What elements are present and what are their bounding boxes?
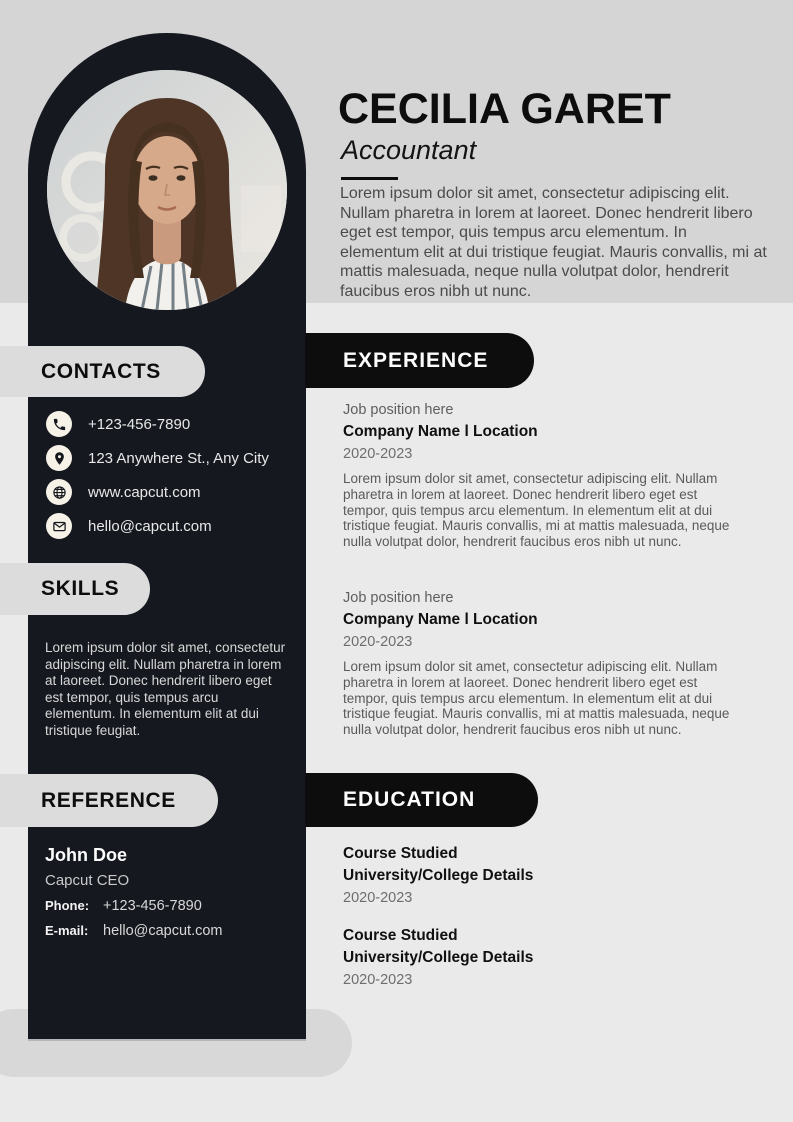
contact-website-value[interactable]: www.capcut.com	[88, 483, 201, 501]
experience-2-position: Job position here	[343, 590, 454, 606]
education-1-course: Course Studied	[343, 845, 458, 862]
reference-position: Capcut CEO	[45, 872, 130, 889]
education-2-dates: 2020-2023	[343, 972, 413, 988]
email-icon	[46, 513, 72, 539]
experience-entry-2	[343, 590, 735, 738]
experience-1-dates: 2020-2023	[343, 446, 413, 462]
reference-email-value: hello@capcut.com	[103, 923, 223, 939]
contact-email-value[interactable]: hello@capcut.com	[88, 517, 212, 535]
education-entry-2	[343, 927, 653, 988]
phone-icon	[46, 411, 72, 437]
experience-2-dates: 2020-2023	[343, 634, 413, 650]
education-1-university: University/College Details	[343, 867, 534, 884]
reference-email-label: E-mail:	[45, 923, 89, 938]
experience-heading-pill	[305, 333, 534, 388]
skills-heading: SKILLS	[41, 577, 120, 600]
reference-email-row	[45, 923, 297, 939]
reference-block	[45, 845, 297, 939]
contact-address-value: 123 Anywhere St., Any City	[88, 449, 269, 467]
education-2-course: Course Studied	[343, 927, 458, 944]
location-icon	[46, 445, 72, 471]
reference-phone-row	[45, 898, 297, 914]
experience-2-description: Lorem ipsum dolor sit amet, consectetur adipiscing elit. Nullam pharetra in lorem at laoreet. Donec hendrerit libero eget est tempor, quis tempus arcu elementum. In elementum elit at dui tristique feugiat. Mauris convallis, mi at mattis malesuada, neque nulla volutpat dolor, hendrerit faucibus eros nibh ut nunc.	[343, 659, 730, 738]
education-heading: EDUCATION	[343, 788, 476, 811]
contact-row-website[interactable]	[46, 475, 298, 509]
portrait-illustration	[47, 70, 287, 310]
reference-heading: REFERENCE	[41, 788, 176, 812]
profile-photo	[47, 70, 287, 310]
contacts-heading-pill	[0, 346, 205, 397]
skills-heading-pill	[0, 563, 150, 615]
skills-text: Lorem ipsum dolor sit amet, consectetur adipiscing elit. Nullam pharetra in lorem at laoreet. Donec hendrerit libero eget est tempor, quis tempus arcu elementum. In elementum elit at dui tristique feugiat.	[45, 640, 286, 738]
profile-summary: Lorem ipsum dolor sit amet, consectetur adipiscing elit. Nullam pharetra in lorem at laoreet. Donec hendrerit libero eget est tempor, quis tempus arcu elementum. In elementum elit at dui tristique feugiat. Mauris convallis, mi at mattis malesuada, neque nulla volutpat dolor, hendrerit faucibus eros nibh ut nunc.	[340, 185, 767, 300]
contact-row-phone	[46, 407, 298, 441]
experience-1-company: Company Name l Location	[343, 423, 538, 440]
job-title: Accountant	[341, 135, 477, 165]
experience-entry-1	[343, 402, 735, 550]
experience-heading: EXPERIENCE	[343, 348, 489, 372]
reference-phone-label: Phone:	[45, 898, 90, 913]
education-heading-pill	[305, 773, 538, 827]
contact-phone-value: +123-456-7890	[88, 415, 191, 433]
experience-1-position: Job position here	[343, 402, 454, 418]
contact-row-address	[46, 441, 298, 475]
education-2-university: University/College Details	[343, 949, 534, 966]
education-entry-1	[343, 845, 653, 906]
reference-name: John Doe	[45, 845, 128, 865]
contact-list	[46, 407, 298, 543]
education-1-dates: 2020-2023	[343, 890, 413, 906]
page-title-name: CECILIA GARET	[338, 85, 671, 133]
experience-2-company: Company Name l Location	[343, 611, 538, 628]
contacts-heading: CONTACTS	[41, 359, 161, 383]
contact-row-email[interactable]	[46, 509, 298, 543]
reference-phone-value: +123-456-7890	[103, 898, 202, 914]
experience-1-description: Lorem ipsum dolor sit amet, consectetur adipiscing elit. Nullam pharetra in lorem at laoreet. Donec hendrerit libero eget est tempor, quis tempus arcu elementum. In elementum elit at dui tristique feugiat. Mauris convallis, mi at mattis malesuada, neque nulla volutpat dolor, hendrerit faucibus eros nibh ut nunc.	[343, 471, 730, 550]
globe-icon	[46, 479, 72, 505]
title-underline	[341, 177, 398, 180]
reference-heading-pill	[0, 774, 218, 827]
